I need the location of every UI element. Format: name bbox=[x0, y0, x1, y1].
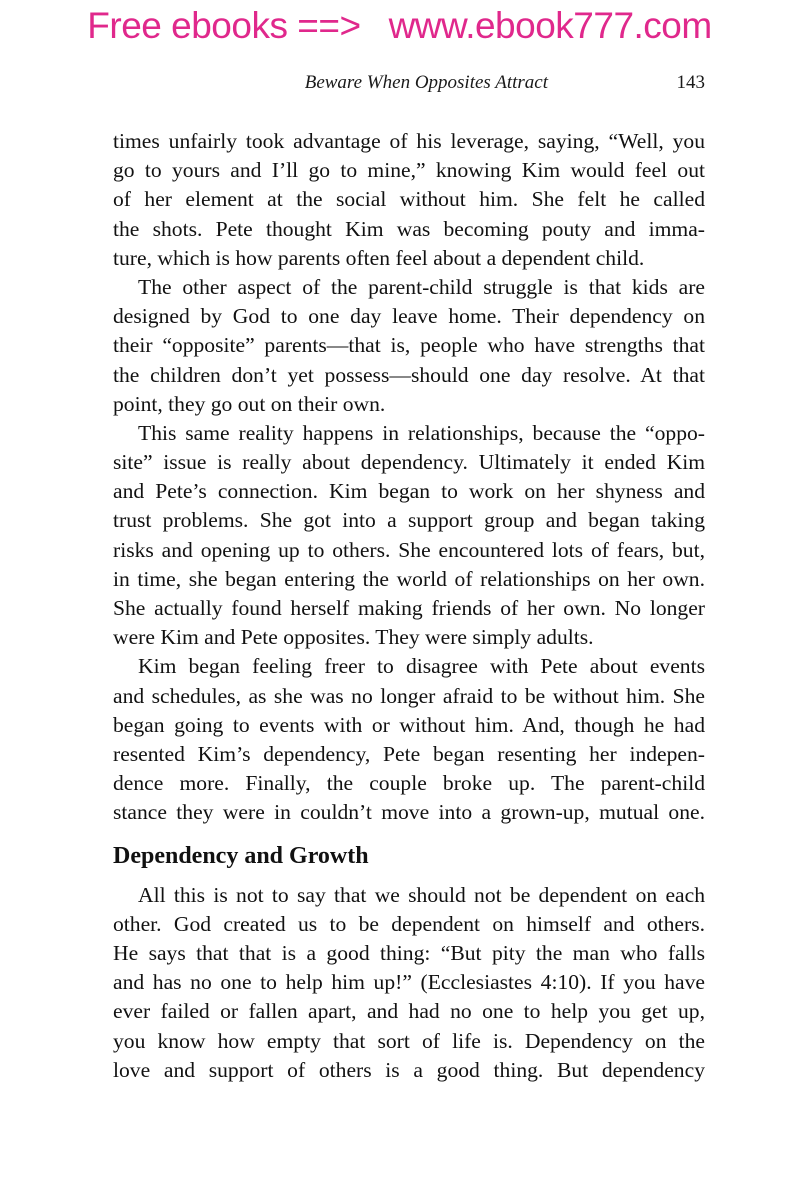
text-line: risks and opening up to others. She encountered lots of fears, but, bbox=[113, 537, 705, 562]
text-line: designed by God to one day leave home. Their dependency on bbox=[113, 304, 705, 329]
text-line: and Pete’s connection. Kim began to work on her shyness and bbox=[113, 479, 705, 504]
text-line: ever failed or fallen apart, and had no one to help you get up, bbox=[113, 999, 705, 1024]
text-line: Kim began feeling freer to disagree with Pete about events bbox=[138, 654, 705, 679]
paragraph bbox=[113, 652, 705, 827]
paragraph bbox=[113, 127, 705, 273]
text-line: began going to events with or without him. And, though he had bbox=[113, 712, 705, 737]
page-body bbox=[113, 127, 705, 1085]
text-line: other. God created us to be dependent on himself and others. bbox=[113, 911, 705, 936]
page-number: 143 bbox=[676, 72, 705, 93]
text-line: trust problems. She got into a support group and began taking bbox=[113, 508, 705, 533]
text-line: All this is not to say that we should not be dependent on each bbox=[138, 882, 705, 907]
running-head-title: Beware When Opposites Attract bbox=[304, 72, 548, 93]
text-line: She actually found herself making friends of her own. No longer bbox=[113, 596, 705, 620]
text-line: resented Kim’s dependency, Pete began resenting her indepen- bbox=[113, 741, 705, 766]
watermark-banner bbox=[0, 4, 799, 48]
section-heading: Dependency and Growth bbox=[113, 842, 369, 869]
text-line: you know how empty that sort of life is. Dependency on the bbox=[113, 1028, 705, 1053]
text-line: dence more. Finally, the couple broke up. The parent-child bbox=[113, 771, 705, 796]
text-line: site” issue is really about dependency. Ultimately it ended Kim bbox=[113, 450, 705, 475]
text-line: go to yours and I’ll go to mine,” knowing Kim would feel out bbox=[113, 158, 705, 183]
paragraph bbox=[113, 419, 705, 653]
paragraph bbox=[113, 881, 705, 1085]
text-line: of her element at the social without him. She felt he called bbox=[113, 187, 705, 212]
text-line: He says that that is a good thing: “But pity the man who falls bbox=[113, 941, 705, 966]
text-line: the children don’t yet possess—should one day resolve. At that bbox=[113, 362, 705, 387]
text-line: and schedules, as she was no longer afraid to be without him. She bbox=[113, 683, 705, 708]
text-line: were Kim and Pete opposites. They were simply adults. bbox=[113, 625, 594, 650]
text-line: love and support of others is a good thing. But dependency bbox=[113, 1057, 705, 1082]
running-head bbox=[113, 72, 705, 98]
text-line: ture, which is how parents often feel about a dependent child. bbox=[113, 245, 645, 270]
text-line: The other aspect of the parent-child struggle is that kids are bbox=[138, 274, 705, 299]
text-line: This same reality happens in relationships, because the “oppo- bbox=[138, 420, 705, 445]
text-line: their “opposite” parents—that is, people who have strengths that bbox=[113, 333, 705, 358]
text-line: the shots. Pete thought Kim was becoming pouty and imma- bbox=[113, 216, 705, 241]
paragraph bbox=[113, 273, 705, 419]
text-line: times unfairly took advantage of his leverage, saying, “Well, you bbox=[113, 129, 705, 153]
text-line: point, they go out on their own. bbox=[113, 391, 386, 416]
text-line: stance they were in couldn’t move into a grown-up, mutual one. bbox=[113, 800, 705, 825]
text-line: and has no one to help him up!” (Ecclesiastes 4:10). If you have bbox=[113, 970, 705, 995]
banner-left-text: Free ebooks ==> bbox=[87, 5, 361, 46]
text-line: in time, she began entering the world of relationships on her own. bbox=[113, 566, 705, 591]
banner-url-text: www.ebook777.com bbox=[388, 5, 712, 46]
